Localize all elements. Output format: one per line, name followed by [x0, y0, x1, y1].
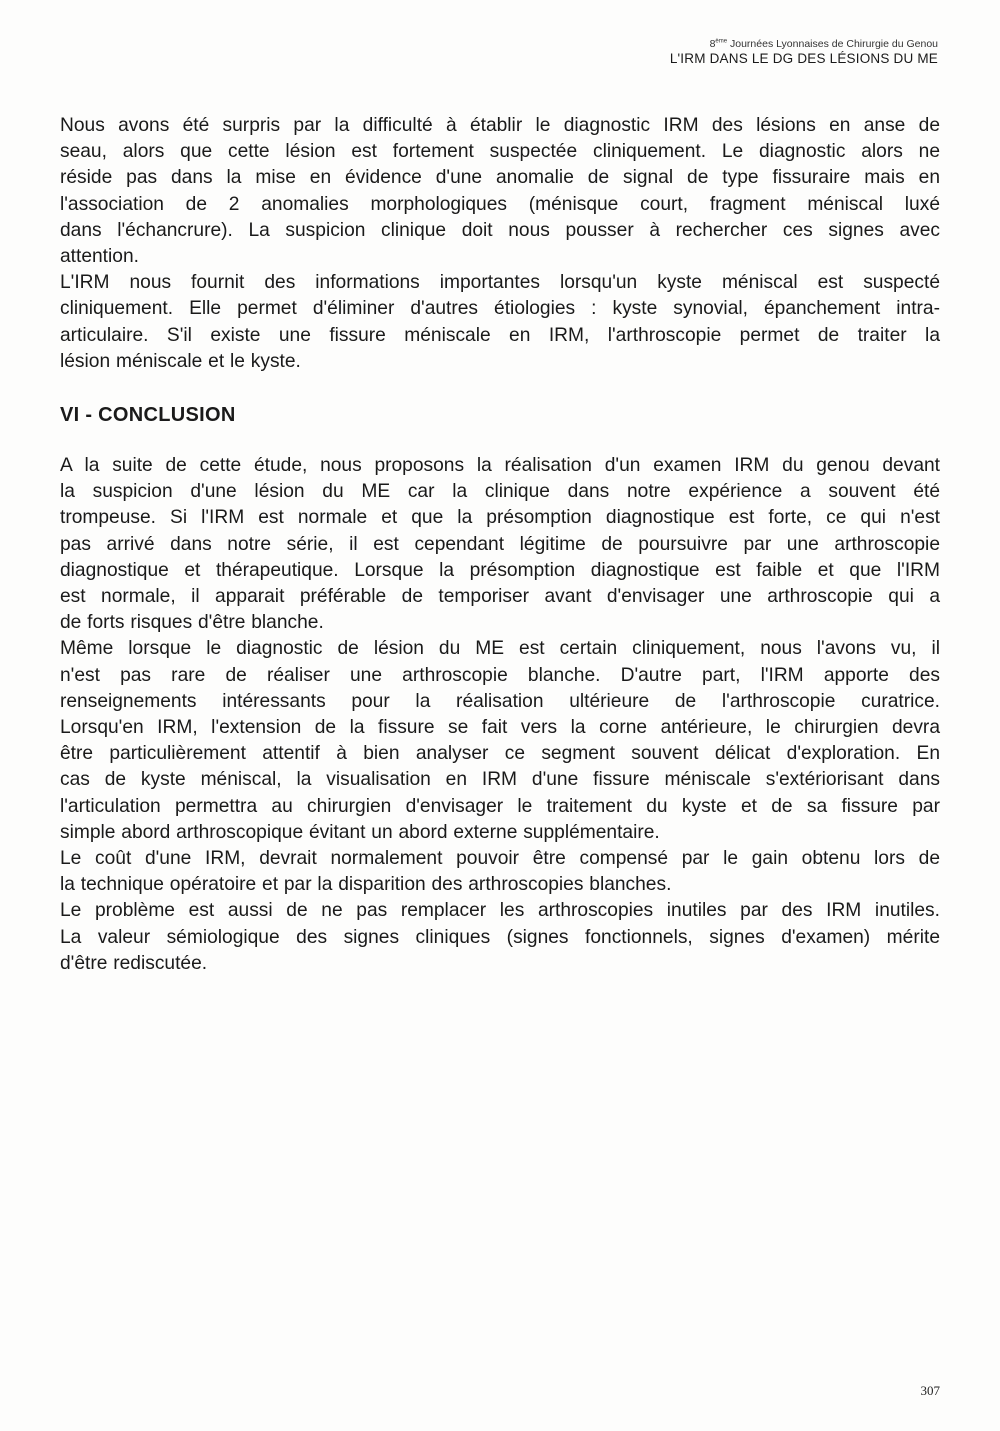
discussion-section	[60, 113, 940, 375]
text-line: l'articulation permettra au chirurgien d'envisager le traitement du kyste et de sa fissure par	[60, 795, 940, 817]
text-line: L'IRM nous fournit des informations importantes lorsqu'un kyste méniscal est suspecté	[60, 272, 940, 294]
text-line: est normale, il apparait préférable de temporiser avant d'envisager une arthroscopie qui a	[60, 586, 940, 608]
journal-ordinal: 8	[709, 38, 716, 50]
journal-ordinal-suffix: ème	[715, 38, 728, 45]
text-line: renseignements intéressants pour la réalisation ultérieure de l'arthroscopie curatrice.	[60, 690, 940, 712]
text-line: simple abord arthroscopique évitant un abord externe supplémentaire.	[60, 821, 660, 843]
text-line: la technique opératoire et par la disparition des arthroscopies blanches.	[60, 874, 672, 896]
text-line: pas arrivé dans notre série, il est cependant légitime de poursuivre par une arthroscopie	[60, 533, 940, 555]
paragraph	[60, 453, 940, 636]
paragraph	[60, 270, 940, 375]
text-line: de forts risques d'être blanche.	[60, 612, 324, 634]
text-line: Le coût d'une IRM, devrait normalement pouvoir être compensé par le gain obtenu lors de	[60, 848, 940, 870]
text-line: lésion méniscale et le kyste.	[60, 350, 301, 372]
page-number: 307	[920, 1383, 940, 1398]
text-line: seau, alors que cette lésion est fortement suspectée cliniquement. Le diagnostic alors ne	[60, 141, 940, 163]
text-line: la suspicion d'une lésion du ME car la clinique dans notre expérience a souvent été	[60, 481, 940, 503]
paragraph	[60, 898, 940, 977]
text-line: attention.	[60, 246, 139, 268]
conclusion-section	[60, 453, 940, 977]
journal-title	[670, 38, 938, 51]
text-line: être particulièrement attentif à bien analyser ce segment souvent délicat d'exploration. En	[60, 743, 940, 765]
text-line: cliniquement. Elle permet d'éliminer d'autres étiologies : kyste synovial, épanchement intra-	[60, 298, 940, 320]
text-line: l'association de 2 anomalies morphologiques (ménisque court, fragment méniscal luxé	[60, 193, 940, 215]
text-line: dans l'échancrure). La suspicion clinique doit nous pousser à rechercher ces signes avec	[60, 219, 940, 241]
text-line: A la suite de cette étude, nous proposons la réalisation d'un examen IRM du genou devant	[60, 455, 940, 477]
running-header	[670, 38, 938, 67]
paragraph	[60, 636, 940, 846]
article-title: L'IRM DANS LE DG DES LÉSIONS DU ME	[669, 50, 938, 66]
paragraph	[60, 113, 940, 270]
main-content	[60, 113, 940, 977]
text-line: articulaire. S'il existe une fissure méniscale en IRM, l'arthroscopie permet de traiter la	[60, 324, 940, 346]
text-line: diagnostique et thérapeutique. Lorsque la présomption diagnostique est faible et que l'IRM	[60, 559, 940, 581]
text-line: cas de kyste méniscal, la visualisation en IRM d'une fissure méniscale s'extériorisant dans	[60, 769, 940, 791]
text-line: réside pas dans la mise en évidence d'une anomalie de signal de type fissuraire mais en	[60, 167, 940, 189]
text-line: d'être rediscutée.	[60, 952, 208, 974]
paragraph	[60, 846, 940, 898]
text-line: n'est pas rare de réaliser une arthroscopie blanche. D'autre part, l'IRM apporte des	[60, 664, 940, 686]
text-line: La valeur sémiologique des signes cliniques (signes fonctionnels, signes d'examen) mérite	[60, 926, 940, 948]
text-line: trompeuse. Si l'IRM est normale et que la présomption diagnostique est forte, ce qui n'est	[60, 507, 940, 529]
text-line: Le problème est aussi de ne pas remplacer les arthroscopies inutiles par des IRM inutiles.	[60, 900, 940, 922]
text-line: Nous avons été surpris par la difficulté à établir le diagnostic IRM des lésions en anse de	[60, 115, 940, 136]
section-heading: VI - CONCLUSION	[60, 404, 236, 427]
journal-name: Journées Lyonnaises de Chirurgie du Genou	[730, 38, 938, 50]
text-line: Même lorsque le diagnostic de lésion du ME est certain cliniquement, nous l'avons vu, il	[60, 638, 940, 660]
text-line: Lorsqu'en IRM, l'extension de la fissure se fait vers la corne antérieure, le chirurgien devra	[60, 717, 940, 739]
